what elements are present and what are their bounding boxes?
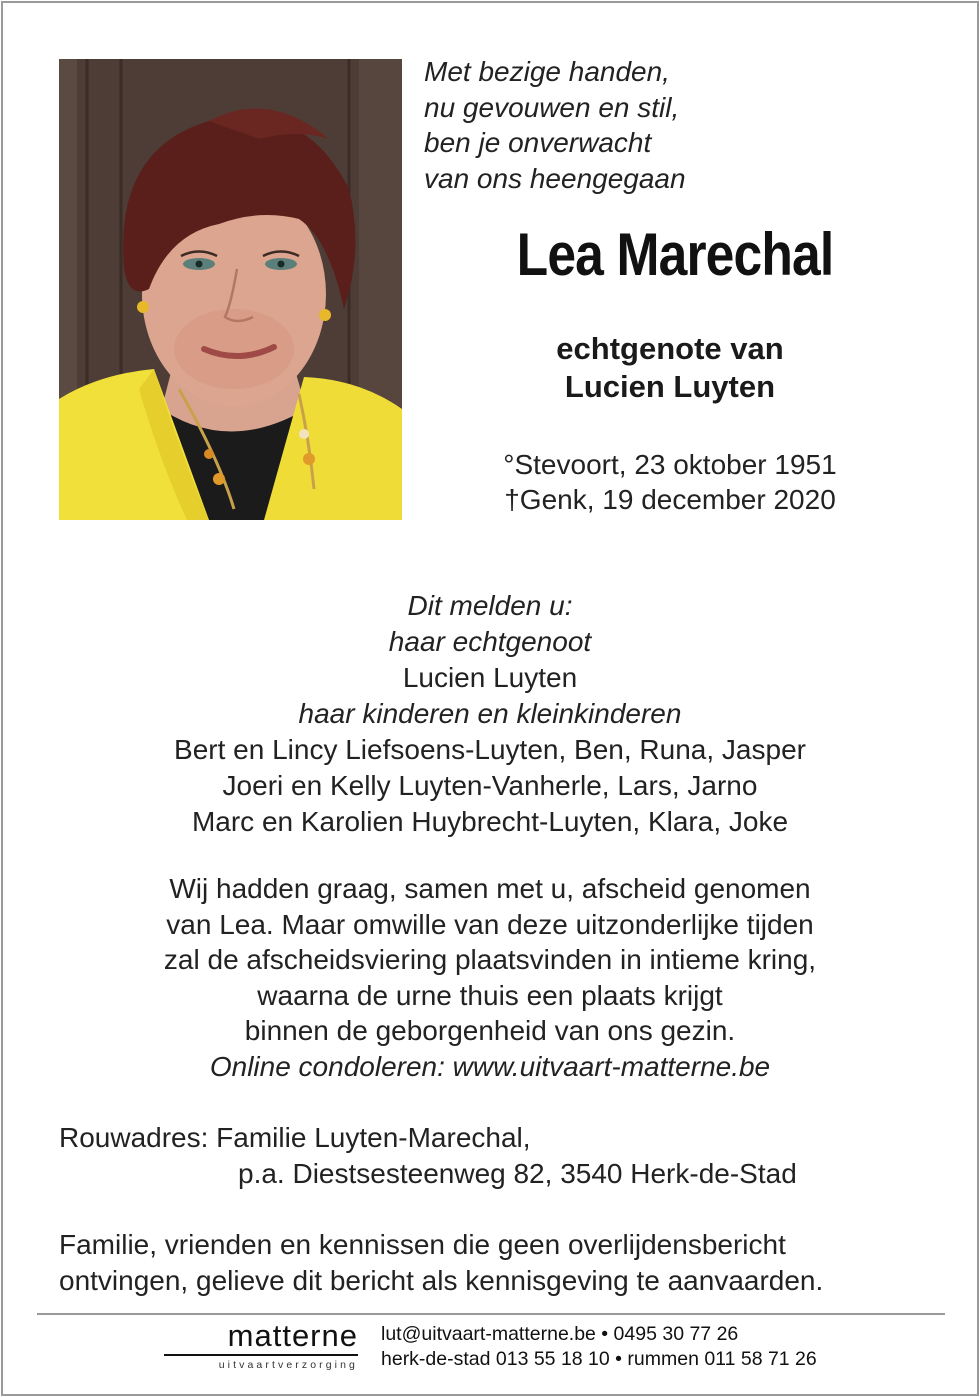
matterne-logo	[164, 1318, 358, 1371]
child-family-line: Bert en Lincy Liefsoens-Luyten, Ben, Runa, Jasper	[174, 734, 806, 765]
spouse-block	[420, 330, 920, 406]
child-family-line: Marc en Karolien Huybrecht-Luyten, Klara, Joke	[191, 806, 789, 837]
notice-line: ontvingen, gelieve dit bericht als kennisgeving te aanvaarden.	[59, 1264, 824, 1296]
poem-line: nu gevouwen en stil,	[424, 91, 680, 123]
contact-line: herk-de-stad 013 55 18 10 • rummen 011 58 71 26	[381, 1348, 817, 1370]
birth-date: °Stevoort, 23 oktober 1951	[503, 449, 837, 480]
portrait-photo	[59, 59, 402, 520]
mourning-address-line: Rouwadres: Familie Luyten-Marechal,	[59, 1122, 531, 1153]
message-line: waarna de urne thuis een plaats krijgt	[257, 979, 723, 1011]
poem	[424, 54, 686, 196]
poem-line: Met bezige handen,	[424, 56, 670, 87]
spouse-label: haar echtgenoot	[388, 626, 592, 657]
farewell-message	[0, 871, 980, 1084]
family-spouse-name: Lucien Luyten	[402, 662, 578, 693]
death-date: †Genk, 19 december 2020	[504, 484, 836, 515]
message-line: van Lea. Maar omwille van deze uitzonderlijke tijden	[166, 908, 814, 940]
family-block	[0, 588, 980, 840]
dates-block	[420, 447, 920, 517]
contact-line: lut@uitvaart-matterne.be • 0495 30 77 26	[381, 1323, 739, 1345]
family-intro: Dit melden u:	[407, 590, 573, 621]
poem-line: ben je onverwacht	[424, 127, 652, 158]
mourning-address	[59, 1120, 797, 1192]
online-condolence: Online condoleren: www.uitvaart-matterne.be	[209, 1050, 771, 1082]
message-line: binnen de geborgenheid van ons gezin.	[244, 1015, 736, 1046]
mourning-address-line: p.a. Diestsesteenweg 82, 3540 Herk-de-Stad	[238, 1158, 797, 1189]
children-label: haar kinderen en kleinkinderen	[298, 698, 682, 729]
message-line: Wij hadden graag, samen met u, afscheid genomen	[169, 873, 811, 904]
poem-line: van ons heengegaan	[424, 162, 686, 194]
deceased-name: Lea Marechal	[516, 221, 834, 288]
logo-subtitle: uitvaartverzorging	[218, 1359, 358, 1371]
logo-wordmark: matterne	[227, 1318, 358, 1353]
spouse-name: Lucien Luyten	[564, 369, 776, 404]
notice-line: Familie, vrienden en kennissen die geen overlijdensbericht	[59, 1229, 786, 1260]
logo-underline	[164, 1354, 358, 1356]
message-line: zal de afscheidsviering plaatsvinden in intieme kring,	[163, 944, 817, 975]
notice-text	[59, 1227, 823, 1298]
relation-label: echtgenote van	[556, 331, 784, 366]
child-family-line: Joeri en Kelly Luyten-Vanherle, Lars, Jarno	[222, 770, 758, 801]
footer-divider	[37, 1313, 945, 1315]
contact-info	[381, 1322, 817, 1372]
